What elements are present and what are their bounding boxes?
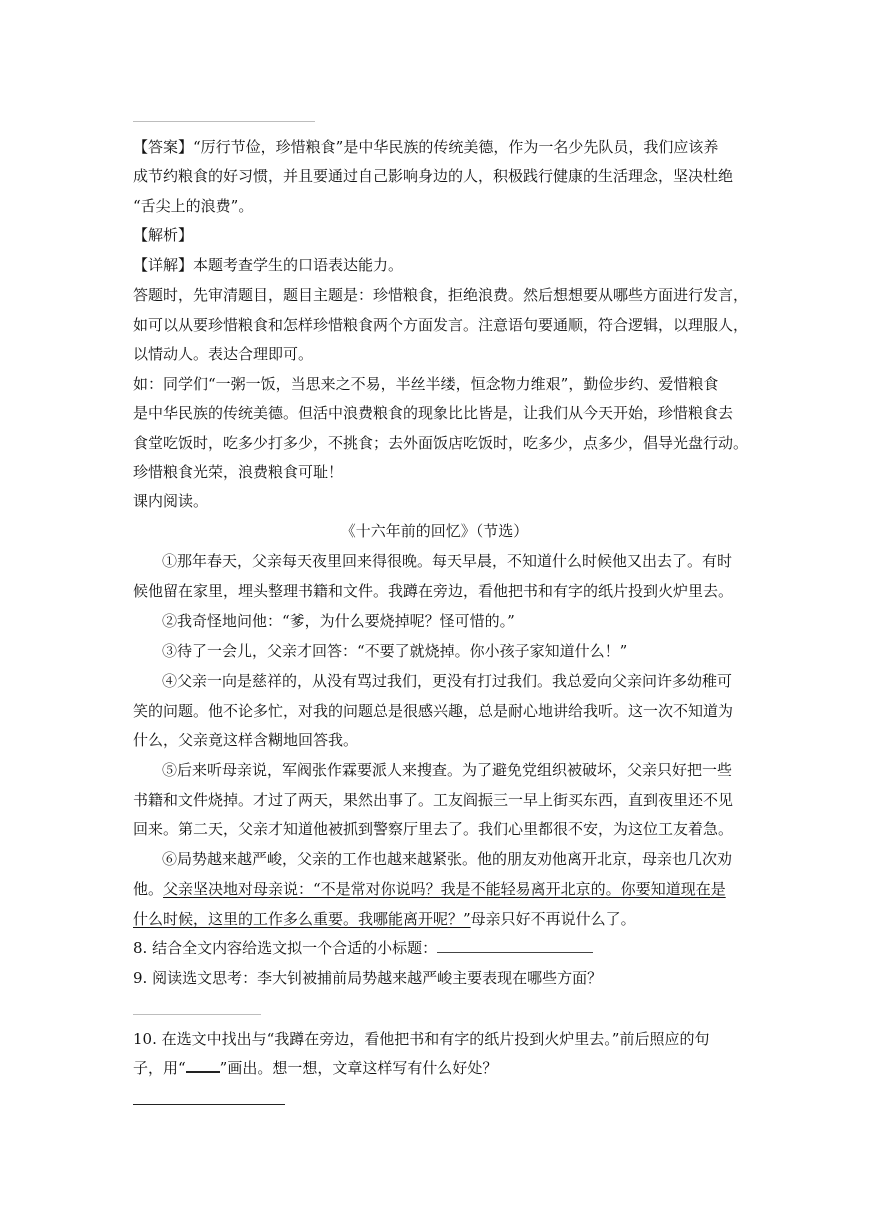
paragraph-5-line-1: ⑤后来听母亲说，军阀张作霖要派人来搜查。为了避免党组织被破坏，父亲只好把一些 <box>162 761 733 779</box>
top-separator-line <box>133 121 315 122</box>
question-10-line-1: 10. 在选文中找出与“我蹲在旁边，看他把书和有字的纸片投到火炉里去。”前后照应的句 <box>133 1030 710 1048</box>
question-10-text-a: 子，用“ <box>133 1059 186 1077</box>
analysis-label: 【解析】 <box>133 226 194 244</box>
example-line-4: 珍惜粮食光荣，浪费粮食可耻！ <box>133 463 344 481</box>
question-8 <box>133 938 593 958</box>
method-line-3: 以情动人。表达合理即可。 <box>133 345 314 363</box>
underlined-quote-part-1: 父亲坚决地对母亲说：“不是常对你说吗？我是不能轻易离开北京的。你要知道现在是 <box>163 880 726 898</box>
paragraph-6-line-2-plain: 他。 <box>133 880 164 898</box>
paragraph-6-line-3-plain: 母亲只好不再说什么了。 <box>470 910 636 928</box>
underline-mark-sample <box>186 1059 220 1073</box>
answer-line-3: “舌尖上的浪费”。 <box>133 197 254 215</box>
paragraph-1-line-1: ①那年春天，父亲每天夜里回来得很晚。每天早晨，不知道什么时候他又出去了。有时 <box>162 552 733 570</box>
example-line-2: 是中华民族的传统美德。但活中浪费粮食的现象比比皆是，让我们从今天开始，珍惜粮食去 <box>133 404 734 422</box>
example-line-1: 如：同学们“一粥一饭，当思来之不易，半丝半缕，恒念物力维艰”，勤俭步约、爱惜粮食 <box>133 375 719 393</box>
question-9: 9. 阅读选文思考：李大钊被捕前局势越来越严峻主要表现在哪些方面？ <box>133 969 603 987</box>
question-10-line-2 <box>133 1058 497 1078</box>
question-9-answer-line[interactable] <box>133 1014 261 1015</box>
passage-title: 《十六年前的回忆》（节选） <box>340 522 529 540</box>
example-line-3: 食堂吃饭时，吃多少打多少，不挑食；去外面饭店吃饭时，吃多少，点多少，倡导光盘行动。 <box>133 434 749 452</box>
answer-line-2: 成节约粮食的好习惯，并且要通过自己影响身边的人，积极践行健康的生活理念，坚决杜绝 <box>133 167 734 185</box>
question-8-answer-blank[interactable] <box>437 938 593 953</box>
detail-line: 【详解】本题考查学生的口语表达能力。 <box>133 256 404 274</box>
paragraph-6-line-3 <box>133 909 636 929</box>
question-8-text: 8. 结合全文内容给选文拟一个合适的小标题： <box>133 939 438 957</box>
paragraph-5-line-2: 书籍和文件烧掉。才过了两天，果然出事了。工友阎振三一早上街买东西，直到夜里还不见 <box>133 791 734 809</box>
method-line-2: 如可以从要珍惜粮食和怎样珍惜粮食两个方面发言。注意语句要通顺，符合逻辑，以理服人， <box>133 316 749 334</box>
question-10-text-b: ”画出。想一想，文章这样写有什么好处？ <box>219 1059 498 1077</box>
paragraph-4-line-1: ④父亲一向是慈祥的，从没有骂过我们，更没有打过我们。我总爱向父亲问许多幼稚可 <box>162 672 733 690</box>
underlined-quote-part-2: 什么时候，这里的工作多么重要。我哪能离开呢？” <box>133 910 471 928</box>
paragraph-6-line-2 <box>133 879 726 899</box>
paragraph-4-line-3: 什么，父亲竟这样含糊地回答我。 <box>133 731 359 749</box>
paragraph-2: ②我奇怪地问他：“爹，为什么要烧掉呢？怪可惜的。” <box>162 612 515 630</box>
method-line-1: 答题时，先审清题目，题目主题是：珍惜粮食，拒绝浪费。然后想想要从哪些方面进行发言， <box>133 286 749 304</box>
paragraph-4-line-2: 笑的问题。他不论多忙，对我的问题总是很感兴趣，总是耐心地讲给我听。这一次不知道为 <box>133 702 734 720</box>
paragraph-6-line-1: ⑥局势越来越严峻，父亲的工作也越来越紧张。他的朋友劝他离开北京，母亲也几次劝 <box>162 850 733 868</box>
paragraph-5-line-3: 回来。第二天，父亲才知道他被抓到警察厅里去了。我们心里都很不安，为这位工友着急。 <box>133 820 734 838</box>
paragraph-1-line-2: 候他留在家里，埋头整理书籍和文件。我蹲在旁边，看他把书和有字的纸片投到火炉里去。 <box>133 582 734 600</box>
question-10-answer-line[interactable] <box>133 1104 285 1105</box>
section-label: 课内阅读。 <box>133 492 209 510</box>
paragraph-3: ③待了一会儿，父亲才回答：“不要了就烧掉。你小孩子家知道什么！” <box>162 642 628 660</box>
answer-line-1: 【答案】“厉行节俭，珍惜粮食”是中华民族的传统美德，作为一名少先队员，我们应该养 <box>133 138 719 156</box>
